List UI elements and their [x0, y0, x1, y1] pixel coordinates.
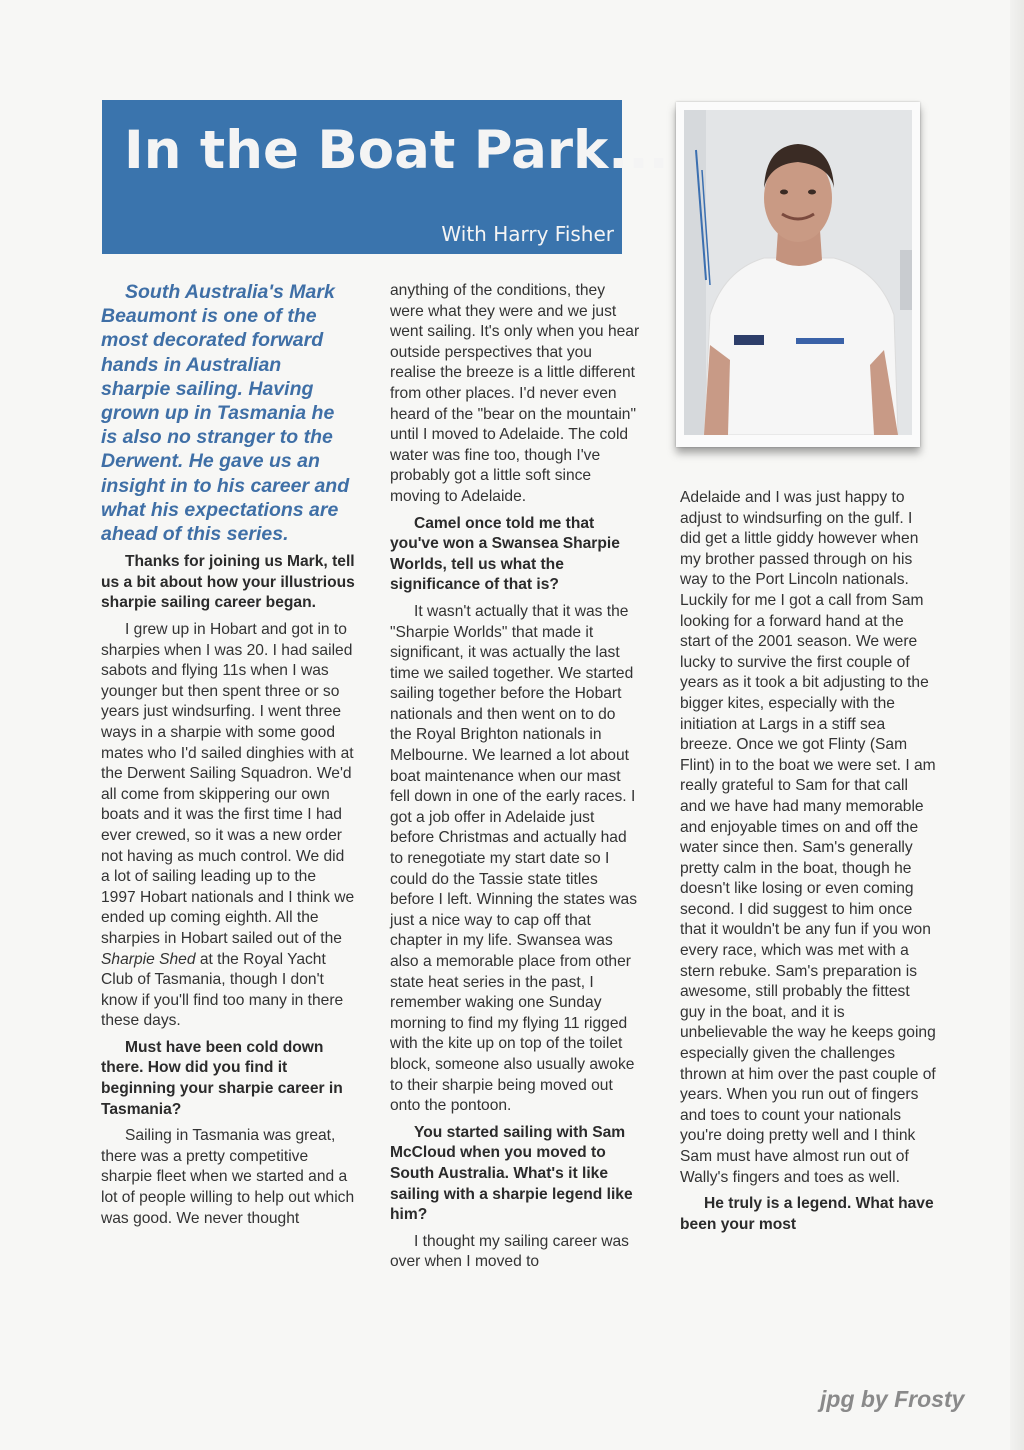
column-1: [101, 280, 355, 1229]
portrait-photo: [684, 110, 912, 435]
page-edge: [1010, 0, 1024, 1450]
answer-2-cont: anything of the conditions, they were what they were and we just went sailing. It's only when you hear outside perspectives that you realise the breeze is a little different from other places. I'd never even heard of the "bear on the mountain" until I moved to Adelaide. The cold water was fine too, though I've probably got a little soft since moving to Adelaide.: [390, 282, 640, 505]
column-3: [680, 488, 936, 1241]
question-5: He truly is a legend. What have been your most: [680, 1195, 934, 1233]
question-2: Must have been cold down there. How did you find it beginning your sharpie career in Tasmania?: [101, 1038, 343, 1118]
page-title: In the Boat Park...: [124, 120, 669, 181]
question-1: Thanks for joining us Mark, tell us a bit about how your illustrious sharpie sailing career began.: [101, 553, 355, 612]
column-2: [390, 281, 640, 1273]
photo-frame: [676, 102, 920, 447]
question-4: You started sailing with Sam McCloud when you moved to South Australia. What's it like sailing with a sharpie legend like him?: [390, 1123, 633, 1224]
answer-2-start: Sailing in Tasmania was great, there was a pretty competitive sharpie fleet when we started and a lot of people willing to help out which was good. We never thought: [101, 1127, 355, 1227]
portrait-illustration: [684, 110, 912, 435]
sharpie-shed-italic: Sharpie Shed: [101, 950, 196, 968]
answer-1: I grew up in Hobart and got in to sharpies when I was 20. I had sailed sabots and flying 11s when I was younger but then spent three or so years just windsurfing. I went three ways in a sharpie with some good mates who I'd sailed dinghies with at the Derwent Sailing Squadron. We'd all come from skippering our own boats and it was the first time I had ever crewed, so it was a new order not having as much control. We did a lot of sailing leading up to the 1997 Hobart nationals and I think we ended up coming eighth. All the sharpies in Hobart sailed out of the Sharpie Shed at the Royal Yacht Club of Tasmania, though I don't know if you'll find too many in there these days.: [101, 621, 355, 1030]
answer-4-start: I thought my sailing career was over when I moved to: [390, 1232, 629, 1271]
question-3: Camel once told me that you've won a Swansea Sharpie Worlds, tell us what the significance of that is?: [390, 514, 620, 594]
byline: With Harry Fisher: [441, 222, 614, 246]
intro-standfirst: South Australia's Mark Beaumont is one of the most decorated forward hands in Australian sharpie sailing. Having grown up in Tasmania he is also no stranger to the Derwent. He gave us an insight in to his career and what his expectations are ahead of this series.: [101, 281, 350, 546]
answer-4-cont: Adelaide and I was just happy to adjust to windsurfing on the gulf. I did get a little giddy however when my brother passed through on his way to the Port Lincoln nationals. Luckily for me I got a call from Sam looking for a forward hand at the start of the 2001 season. We were lucky to survive the first couple of years as it took a bit adjusting to the bigger kites, especially with the initiation at Largs in a stiff sea breeze. Once we got Flinty (Sam Flint) in to the boat we were set. I am really grateful to Sam for that call and we have had many memorable and enjoyable times on and off the water since then. Sam's generally pretty calm in the boat, though he doesn't like losing or even coming second. I did suggest to him once that it wouldn't be any fun if you won every race, which was met with a stern rebuke. Sam's preparation is awesome, still probably the fittest guy in the boat, and it is unbelievable the way he keeps going especially given the challenges thrown at him over the past couple of years. When you run out of fingers and toes to count your nationals you're doing pretty well and I think Sam must have almost run out of Wally's fingers and toes as well.: [680, 489, 936, 1186]
answer-3: It wasn't actually that it was the "Sharpie Worlds" that made it significant, it was actually the last time we sailed together. We started sailing together before the Hobart nationals and then went on to do the Royal Brighton nationals in Melbourne. We learned a lot about boat maintenance when our mast fell down in one of the early races. I got a job offer in Adelaide just before Christmas and actually had to renegotiate my start date so I could do the Tassie state titles before I left. Winning the states was just a nice way to cap off that chapter in my life. Swansea was also a memorable place from other state heat series in the past, I remember waking one Sunday morning to find my flying 11 rigged with the kite up on top of the toilet block, someone also usually awoke to their sharpie being moved out onto the pontoon.: [390, 602, 638, 1115]
scan-credit: jpg by Frosty: [820, 1386, 965, 1412]
title-banner: [102, 100, 669, 254]
